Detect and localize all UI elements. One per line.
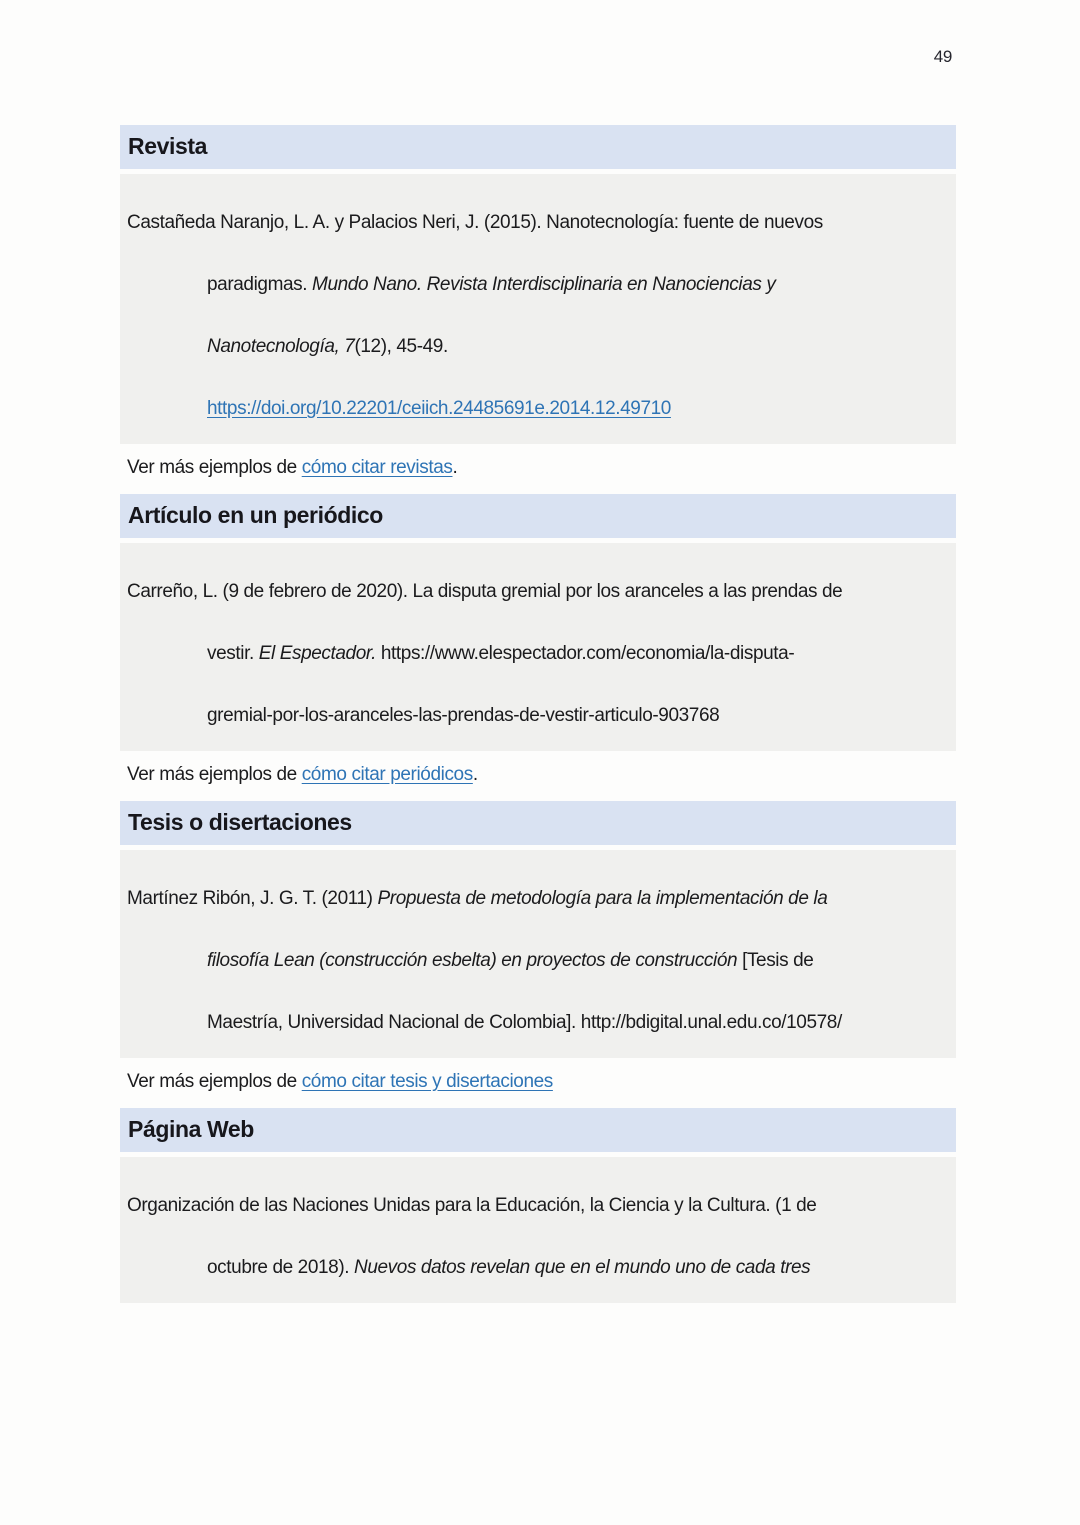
citation-text-segment: Nanotecnología, 7 — [207, 336, 355, 357]
citation-text-segment: Organización de las Naciones Unidas para la Educación, la Ciencia y la Cultura. (1 de — [127, 1195, 817, 1216]
citation-line — [127, 868, 950, 930]
citation-line — [127, 1175, 950, 1237]
see-more-prefix: Ver más ejemplos de — [127, 1071, 302, 1092]
citation-line — [127, 623, 950, 685]
citation-line — [127, 561, 950, 623]
citation-text-segment: vestir. — [207, 643, 259, 664]
section-header-revista: Revista — [120, 125, 956, 169]
citation-line — [127, 685, 950, 747]
citation-text-segment: https://www.elespectador.com/economia/la-disputa- — [375, 643, 795, 664]
citation-text-segment: Nuevos datos revelan que en el mundo uno de cada tres — [354, 1257, 811, 1278]
section-header-articulo-periodico: Artículo en un periódico — [120, 494, 956, 538]
citation-line — [127, 378, 950, 440]
citation-line — [127, 316, 950, 378]
see-more-prefix: Ver más ejemplos de — [127, 457, 302, 478]
citation-text-segment: gremial-por-los-aranceles-las-prendas-de-vestir-articulo-903768 — [207, 705, 720, 726]
citation-block-articulo-periodico — [120, 543, 956, 751]
see-more-link-revista[interactable]: cómo citar revistas — [301, 457, 453, 478]
section-header-pagina-web: Página Web — [120, 1108, 956, 1152]
page-number: 49 — [933, 47, 952, 66]
see-more-link-articulo-periodico[interactable]: cómo citar periódicos — [301, 764, 473, 785]
see-more-prefix: Ver más ejemplos de — [127, 764, 302, 785]
citation-text-segment: Carreño, L. (9 de febrero de 2020). La disputa gremial por los aranceles a las prendas de — [127, 581, 843, 602]
citation-text-segment: Propuesta de metodología para la implementación de la — [377, 888, 828, 909]
citation-text-segment: Maestría, Universidad Nacional de Colombia]. http://bdigital.unal.edu.co/10578/ — [207, 1012, 842, 1033]
see-more-link-tesis[interactable]: cómo citar tesis y disertaciones — [301, 1071, 553, 1092]
citation-line — [127, 192, 950, 254]
citation-text-segment: Martínez Ribón, J. G. T. (2011) — [127, 888, 378, 909]
citation-text-segment: Castañeda Naranjo, L. A. y Palacios Neri, J. (2015). Nanotecnología: fuente de nuevos — [127, 212, 823, 233]
citation-text-segment: filosofía Lean (construcción esbelta) en proyectos de construcción — [207, 950, 738, 971]
citation-line — [127, 254, 950, 316]
see-more-suffix: . — [472, 764, 478, 785]
citation-line — [127, 930, 950, 992]
citation-text-segment: El Espectador. — [258, 643, 376, 664]
citation-text-segment: paradigmas. — [207, 274, 313, 295]
citation-guide-content — [120, 125, 956, 1303]
citation-block-pagina-web — [120, 1157, 956, 1303]
citation-text-segment: (12), 45-49. — [354, 336, 448, 357]
see-more-line-articulo-periodico — [120, 751, 956, 801]
citation-line — [127, 1237, 950, 1299]
see-more-line-revista — [120, 444, 956, 494]
see-more-line-tesis — [120, 1058, 956, 1108]
citation-text-segment: [Tesis de — [737, 950, 814, 971]
citation-url-link[interactable]: https://doi.org/10.22201/ceiich.24485691e.2014.12.49710 — [207, 398, 671, 419]
citation-block-revista — [120, 174, 956, 444]
citation-block-tesis — [120, 850, 956, 1058]
citation-line — [127, 992, 950, 1054]
citation-text-segment: Mundo Nano. Revista Interdisciplinaria en Nanociencias y — [312, 274, 776, 295]
section-header-tesis: Tesis o disertaciones — [120, 801, 956, 845]
see-more-suffix: . — [452, 457, 458, 478]
citation-text-segment: octubre de 2018). — [207, 1257, 355, 1278]
